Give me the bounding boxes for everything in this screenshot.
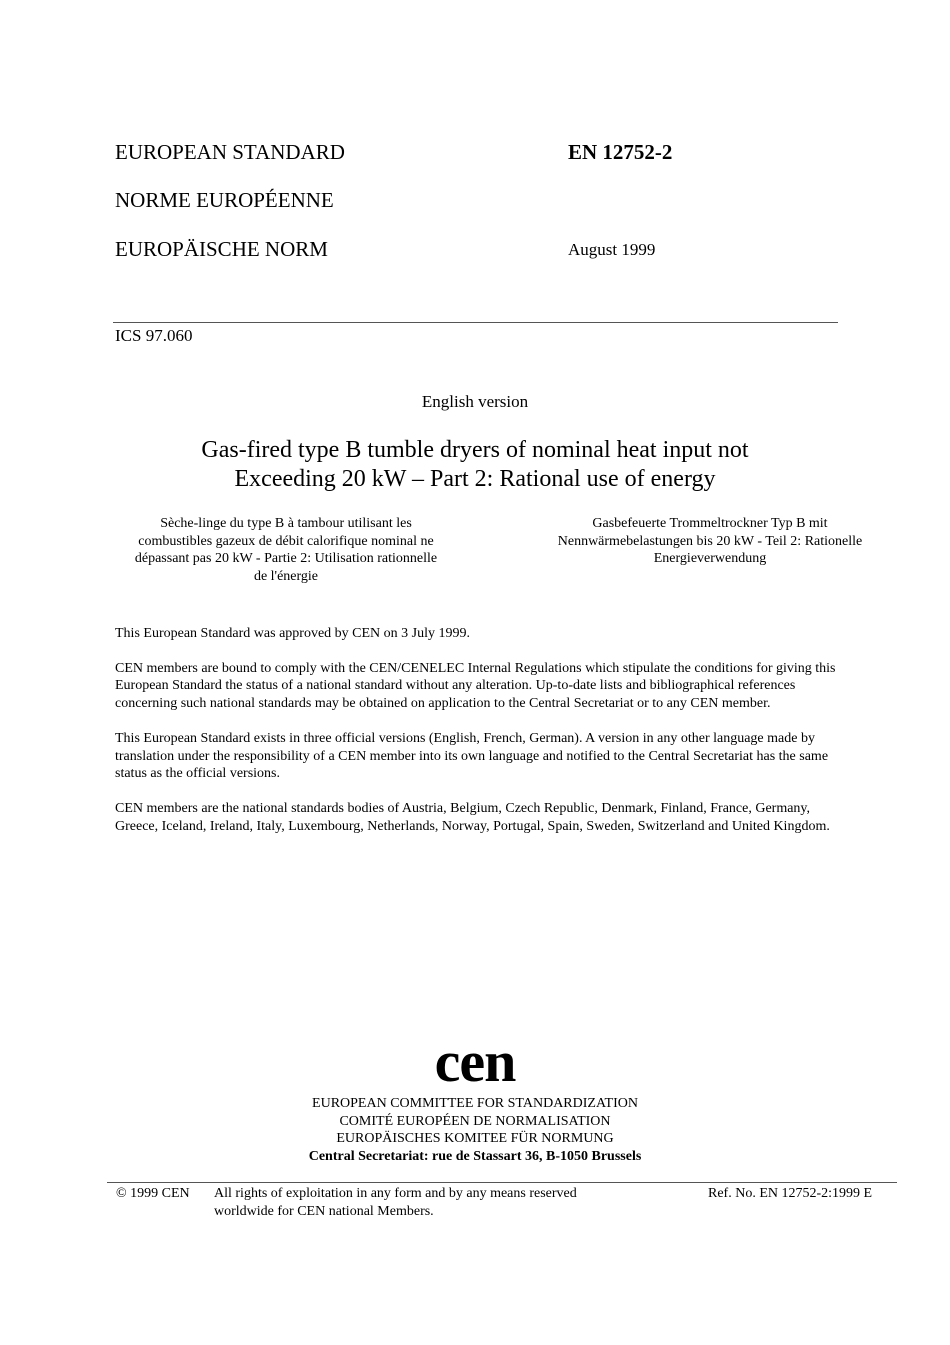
german-title [535,515,885,568]
header-divider [113,322,838,323]
org-name-de: EUROPÄISCHES KOMITEE FÜR NORMUNG [336,1131,614,1146]
regulations-paragraph: CEN members are bound to comply with the CEN/CENELEC Internal Regulations which stipulate the conditions for giving this European Standard the status of a national standard without any alteration. Up-to-date lists and bibliographical references concerning such national standards may be obtained on application to the Central Secretariat or to any CEN member. [115,660,836,712]
rights-line: All rights of exploitation in any form and by any means reserved [214,1186,577,1201]
title-line-1: Gas-fired type B tumble dryers of nominal heat input not [201,437,749,463]
french-title [116,515,456,585]
standard-label-fr: NORME EUROPÉENNE [115,188,334,212]
org-name-en: EUROPEAN COMMITTEE FOR STANDARDIZATION [312,1096,638,1111]
title-line-2: Exceeding 20 kW – Part 2: Rational use of energy [234,466,716,492]
reference-number: Ref. No. EN 12752-2:1999 E [708,1186,873,1201]
rights-notice [214,1185,577,1220]
french-title-line: combustibles gazeux de débit calorifique nominal ne [138,533,434,549]
ics-code: ICS 97.060 [115,326,193,345]
french-title-line: dépassant pas 20 kW - Partie 2: Utilisation rationnelle [134,551,438,566]
standard-label-en: EUROPEAN STANDARD [115,140,345,164]
french-title-line: Sèche-linge du type B à tambour utilisant les [160,516,412,531]
rights-line: worldwide for CEN national Members. [214,1203,434,1219]
german-title-line: Energieverwendung [653,551,767,566]
org-address: Central Secretariat: rue de Stassart 36, B-1050 Brussels [308,1148,642,1164]
standard-label-de: EUROPÄISCHE NORM [115,237,328,261]
copyright: © 1999 CEN [116,1186,190,1201]
body-text [115,625,840,852]
document-title [115,436,835,494]
french-title-line: de l'énergie [253,568,319,584]
footer-divider [107,1182,897,1183]
approval-paragraph: This European Standard was approved by CEN on 3 July 1999. [115,626,470,641]
org-name-fr: COMITÉ EUROPÉEN DE NORMALISATION [339,1113,611,1129]
german-title-line: Gasbefeuerte Trommeltrockner Typ B mit [592,516,828,531]
german-title-line: Nennwärmebelastungen bis 20 kW - Teil 2: Rationelle [557,533,863,549]
version-label: English version [421,392,529,411]
cen-logo: cen [434,1029,516,1094]
members-paragraph: CEN members are the national standards bodies of Austria, Belgium, Czech Republic, Denmark, Finland, France, Germany, Greece, Iceland, Ireland, Italy, Luxembourg, Netherlands, Norway, Portugal, Spain, Sweden, Switzerland and United Kingdom. [115,800,830,834]
versions-paragraph: This European Standard exists in three official versions (English, French, German). A version in any other language made by translation under the responsibility of a CEN member into its own language and notified to the Central Secretariat has the same status as the official versions. [115,730,829,782]
standard-number: EN 12752-2 [568,140,673,164]
publication-date: August 1999 [568,240,656,259]
organization-block [0,1095,950,1165]
